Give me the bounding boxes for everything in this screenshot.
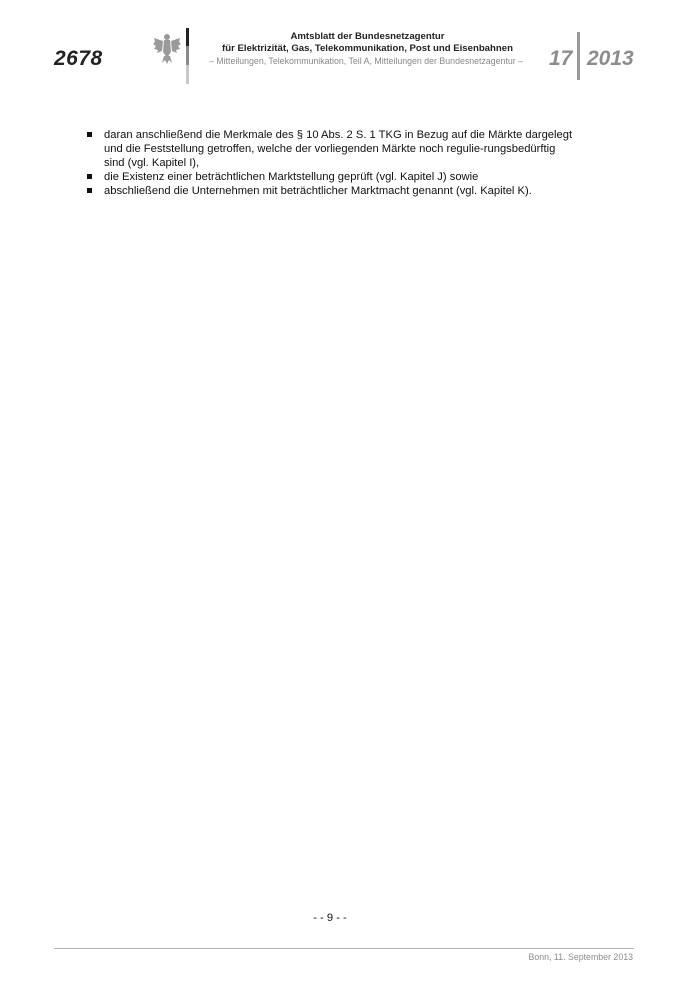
bullet-icon [87, 188, 92, 193]
header-color-bar [186, 28, 189, 84]
page-index: - - 9 - - [313, 912, 347, 924]
page-number: 2678 [54, 47, 103, 70]
publication-title-line1: Amtsblatt der Bundesnetzagentur [290, 31, 445, 42]
issue-separator [577, 32, 580, 80]
publication-title [200, 31, 535, 54]
publication-subtitle: – Mitteilungen, Telekommunikation, Teil A, Mitteilungen der Bundesnetzagentur – [208, 56, 524, 66]
list-item [86, 170, 576, 184]
bullet-icon [87, 132, 92, 137]
bullet-icon [87, 174, 92, 179]
list-item-text: die Existenz einer beträchtlichen Marktstellung geprüft (vgl. Kapitel J) sowie [104, 171, 479, 183]
list-item-text: daran anschließend die Merkmale des § 10 Abs. 2 S. 1 TKG in Bezug auf die Märkte dargelegt und die Feststellung getroffen, welche der vorliegenden Märkte noch regulie-rungsbedürftig sind (vgl. Kapitel I), [104, 129, 573, 169]
issue-year: 2013 [587, 47, 634, 70]
issue-number: 17 [549, 47, 573, 70]
footer-place-date: Bonn, 11. September 2013 [528, 952, 633, 962]
bullet-list [86, 128, 576, 198]
list-item-text: abschließend die Unternehmen mit beträchtlicher Marktmacht genannt (vgl. Kapitel K). [104, 185, 532, 197]
publication-title-line2: für Elektrizität, Gas, Telekommunikation, Post und Eisenbahnen [222, 42, 513, 54]
footer-divider [54, 948, 634, 949]
list-item [86, 184, 576, 198]
list-item [86, 128, 576, 170]
federal-eagle-icon [152, 32, 182, 66]
